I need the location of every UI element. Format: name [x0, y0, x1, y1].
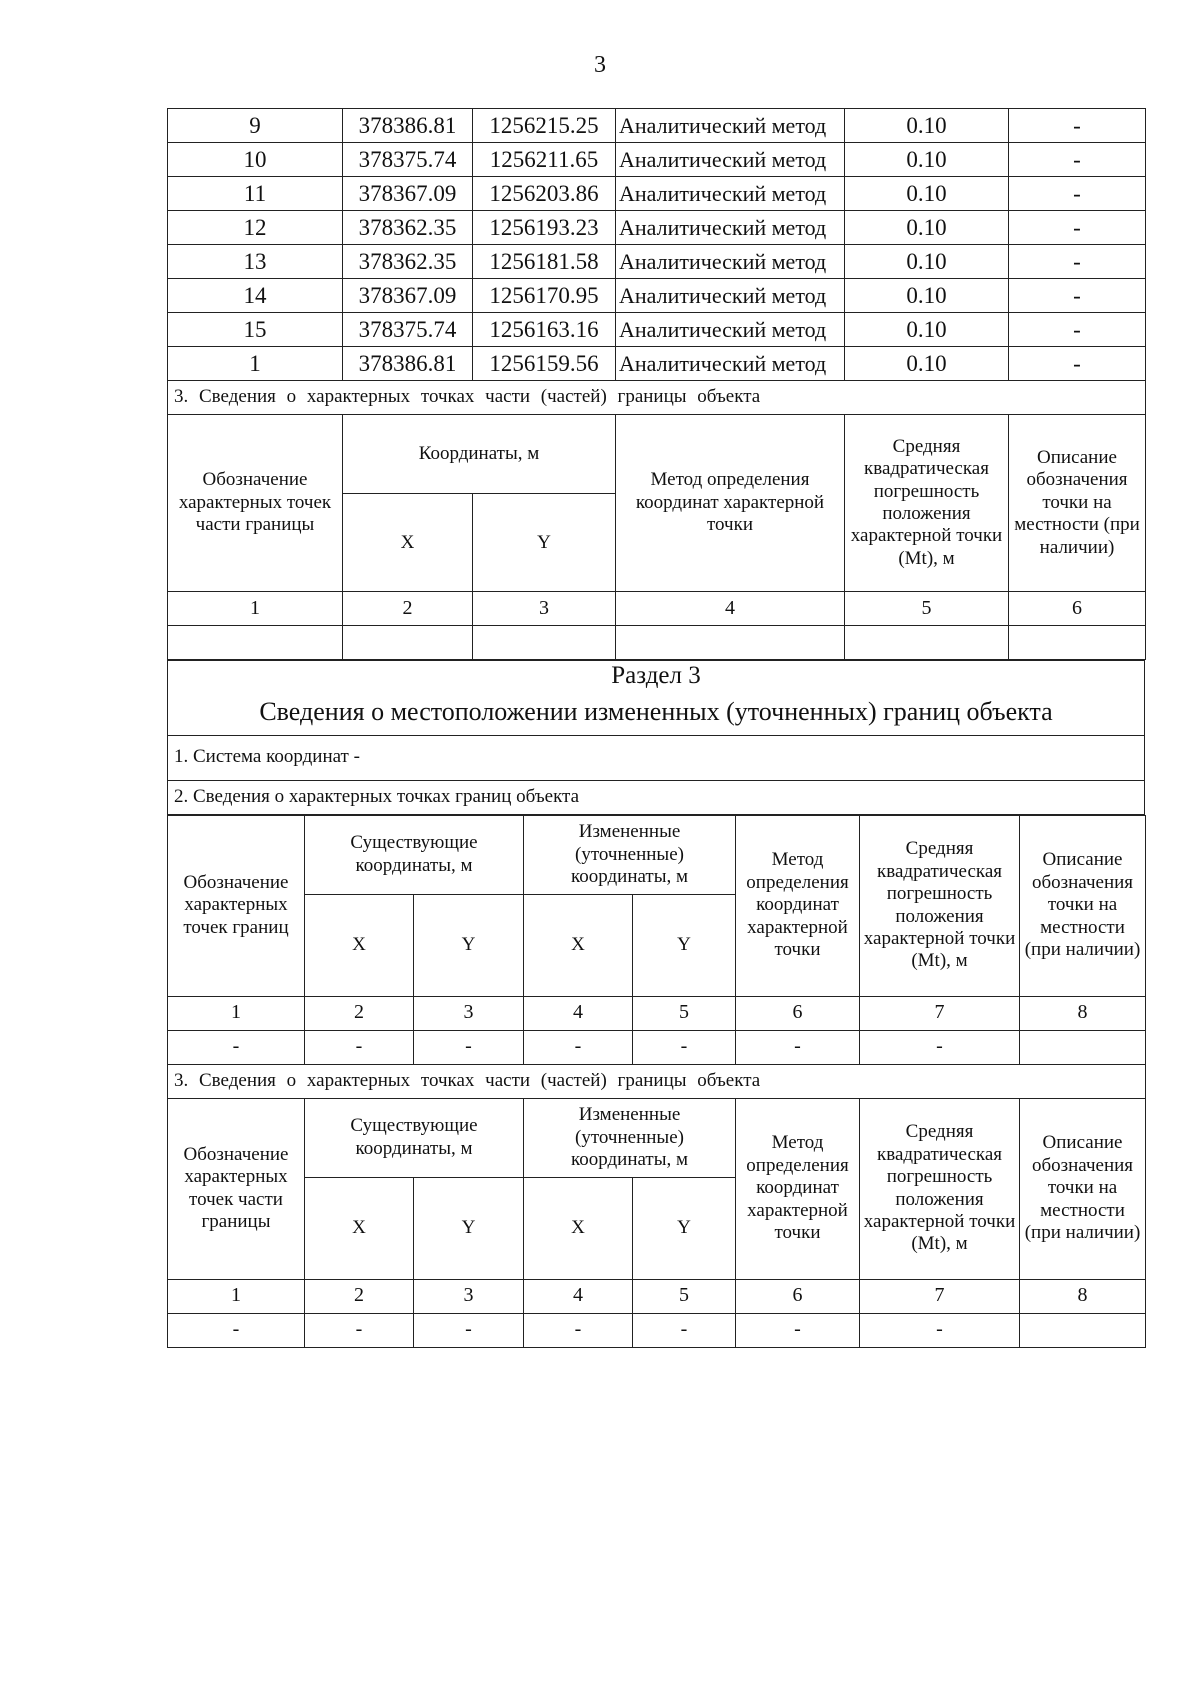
coord-system: 1. Система координат - [168, 735, 1145, 780]
method: Аналитический метод [616, 245, 845, 279]
method: Аналитический метод [616, 313, 845, 347]
section-title: Сведения о местоположении измененных (уточненных) границ объекта [168, 691, 1145, 736]
y-coordinate: 1256170.95 [473, 279, 616, 313]
part2-number-cell: 3 [414, 1279, 524, 1313]
error: 0.10 [845, 143, 1009, 177]
y-coordinate: 1256163.16 [473, 313, 616, 347]
section-label-row [168, 661, 1145, 691]
description: - [1009, 109, 1146, 143]
part-header-description: Описание обозначения точки на местности (при наличии) [1009, 415, 1146, 592]
points-data-cell: - [168, 1030, 305, 1064]
points-number-cell: 8 [1020, 996, 1146, 1030]
table-row [168, 143, 1146, 177]
points-data-cell [1020, 1030, 1146, 1064]
points-data-cell: - [524, 1030, 633, 1064]
method: Аналитический метод [616, 143, 845, 177]
part-number-cell: 1 [168, 592, 343, 626]
part2-data-cell: - [414, 1313, 524, 1347]
part2-data-row [168, 1313, 1146, 1347]
part-header-row [168, 415, 1146, 494]
method: Аналитический метод [616, 211, 845, 245]
points-header-existing-x: X [305, 894, 414, 996]
x-coordinate: 378375.74 [343, 313, 473, 347]
part2-number-cell: 6 [736, 1279, 860, 1313]
error: 0.10 [845, 211, 1009, 245]
part2-data-cell [1020, 1313, 1146, 1347]
part2-header-existing: Существующие координаты, м [305, 1098, 524, 1177]
part-header-x: X [343, 494, 473, 592]
part2-header-changed: Измененные (уточненные) координаты, м [524, 1098, 736, 1177]
part2-header-designation: Обозначение характерных точек части границы [168, 1098, 305, 1279]
section-label: Раздел 3 [168, 661, 1145, 691]
points-numbers-row [168, 996, 1146, 1030]
part2-caption-row [168, 1064, 1146, 1098]
error: 0.10 [845, 313, 1009, 347]
part-caption: 3. Сведения о характерных точках части (частей) границы объекта [168, 381, 1146, 415]
x-coordinate: 378362.35 [343, 245, 473, 279]
point-number: 10 [168, 143, 343, 177]
error: 0.10 [845, 245, 1009, 279]
y-coordinate: 1256215.25 [473, 109, 616, 143]
description: - [1009, 211, 1146, 245]
part-number-cell: 6 [1009, 592, 1146, 626]
part-numbers-row [168, 592, 1146, 626]
points-header-changed-y: Y [633, 894, 736, 996]
document-sheet [167, 108, 1145, 1348]
points-header-description: Описание обозначения точки на местности (при наличии) [1020, 815, 1146, 996]
points-data-cell: - [860, 1030, 1020, 1064]
points-number-cell: 6 [736, 996, 860, 1030]
part2-header-changed-y: Y [633, 1177, 736, 1279]
points-number-cell: 1 [168, 996, 305, 1030]
points-caption-row [168, 780, 1145, 814]
point-number: 13 [168, 245, 343, 279]
part2-data-cell: - [860, 1313, 1020, 1347]
points-number-cell: 5 [633, 996, 736, 1030]
description: - [1009, 177, 1146, 211]
points-caption: 2. Сведения о характерных точках границ объекта [168, 780, 1145, 814]
part2-data-cell: - [736, 1313, 860, 1347]
points-number-cell: 7 [860, 996, 1020, 1030]
page-number: 3 [594, 52, 606, 78]
y-coordinate: 1256203.86 [473, 177, 616, 211]
x-coordinate: 378375.74 [343, 143, 473, 177]
table-row [168, 177, 1146, 211]
part-header-coords: Координаты, м [343, 415, 616, 494]
part-number-cell: 4 [616, 592, 845, 626]
description: - [1009, 143, 1146, 177]
y-coordinate: 1256211.65 [473, 143, 616, 177]
description: - [1009, 279, 1146, 313]
part-header-designation: Обозначение характерных точек части границы [168, 415, 343, 592]
coord-system-row [168, 735, 1145, 780]
description: - [1009, 245, 1146, 279]
x-coordinate: 378386.81 [343, 109, 473, 143]
point-number: 14 [168, 279, 343, 313]
part2-data-cell: - [524, 1313, 633, 1347]
part2-number-cell: 7 [860, 1279, 1020, 1313]
section-3-block [167, 660, 1145, 815]
y-coordinate: 1256193.23 [473, 211, 616, 245]
points-header-row [168, 815, 1146, 894]
part2-caption: 3. Сведения о характерных точках части (частей) границы объекта [168, 1064, 1146, 1098]
points-data-cell: - [633, 1030, 736, 1064]
points-data-cell: - [414, 1030, 524, 1064]
part2-data-cell: - [305, 1313, 414, 1347]
part2-number-cell: 4 [524, 1279, 633, 1313]
part-number-cell: 2 [343, 592, 473, 626]
points-header-changed: Измененные (уточненные) координаты, м [524, 815, 736, 894]
part2-header-existing-x: X [305, 1177, 414, 1279]
part2-number-cell: 2 [305, 1279, 414, 1313]
part2-header-existing-y: Y [414, 1177, 524, 1279]
point-number: 15 [168, 313, 343, 347]
point-number: 1 [168, 347, 343, 381]
points-header-error: Средняя квадратическая погрешность положения характерной точки (Mt), м [860, 815, 1020, 996]
points-data-cell: - [736, 1030, 860, 1064]
part2-number-cell: 1 [168, 1279, 305, 1313]
method: Аналитический метод [616, 177, 845, 211]
part-empty-row [168, 626, 1146, 660]
part-header-error: Средняя квадратическая погрешность положения характерной точки (Mt), м [845, 415, 1009, 592]
method: Аналитический метод [616, 347, 845, 381]
table-row [168, 245, 1146, 279]
table-row [168, 211, 1146, 245]
error: 0.10 [845, 279, 1009, 313]
part2-number-cell: 5 [633, 1279, 736, 1313]
point-number: 11 [168, 177, 343, 211]
points-number-cell: 2 [305, 996, 414, 1030]
points-data-cell: - [305, 1030, 414, 1064]
description: - [1009, 313, 1146, 347]
points-header-method: Метод определения координат характерной точки [736, 815, 860, 996]
section-title-row [168, 691, 1145, 736]
error: 0.10 [845, 347, 1009, 381]
coordinates-table-continued [167, 108, 1146, 660]
x-coordinate: 378386.81 [343, 347, 473, 381]
x-coordinate: 378367.09 [343, 177, 473, 211]
table-row [168, 313, 1146, 347]
error: 0.10 [845, 177, 1009, 211]
part2-number-cell: 8 [1020, 1279, 1146, 1313]
part2-data-cell: - [633, 1313, 736, 1347]
x-coordinate: 378367.09 [343, 279, 473, 313]
part2-header-changed-x: X [524, 1177, 633, 1279]
table-row [168, 109, 1146, 143]
part2-header-method: Метод определения координат характерной точки [736, 1098, 860, 1279]
method: Аналитический метод [616, 279, 845, 313]
points-header-existing: Существующие координаты, м [305, 815, 524, 894]
part-number-cell: 5 [845, 592, 1009, 626]
x-coordinate: 378362.35 [343, 211, 473, 245]
points-number-cell: 4 [524, 996, 633, 1030]
part2-header-description: Описание обозначения точки на местности (при наличии) [1020, 1098, 1146, 1279]
point-number: 12 [168, 211, 343, 245]
points-header-existing-y: Y [414, 894, 524, 996]
points-table [167, 815, 1146, 1348]
part-header-y: Y [473, 494, 616, 592]
error: 0.10 [845, 109, 1009, 143]
part2-numbers-row [168, 1279, 1146, 1313]
part2-header-row [168, 1098, 1146, 1177]
method: Аналитический метод [616, 109, 845, 143]
point-number: 9 [168, 109, 343, 143]
y-coordinate: 1256159.56 [473, 347, 616, 381]
table-row [168, 347, 1146, 381]
points-header-changed-x: X [524, 894, 633, 996]
part2-data-cell: - [168, 1313, 305, 1347]
part-number-cell: 3 [473, 592, 616, 626]
description: - [1009, 347, 1146, 381]
points-number-cell: 3 [414, 996, 524, 1030]
part-caption-row [168, 381, 1146, 415]
part-header-method: Метод определения координат характерной точки [616, 415, 845, 592]
table-row [168, 279, 1146, 313]
points-data-row [168, 1030, 1146, 1064]
points-header-designation: Обозначение характерных точек границ [168, 815, 305, 996]
part2-header-error: Средняя квадратическая погрешность положения характерной точки (Mt), м [860, 1098, 1020, 1279]
y-coordinate: 1256181.58 [473, 245, 616, 279]
